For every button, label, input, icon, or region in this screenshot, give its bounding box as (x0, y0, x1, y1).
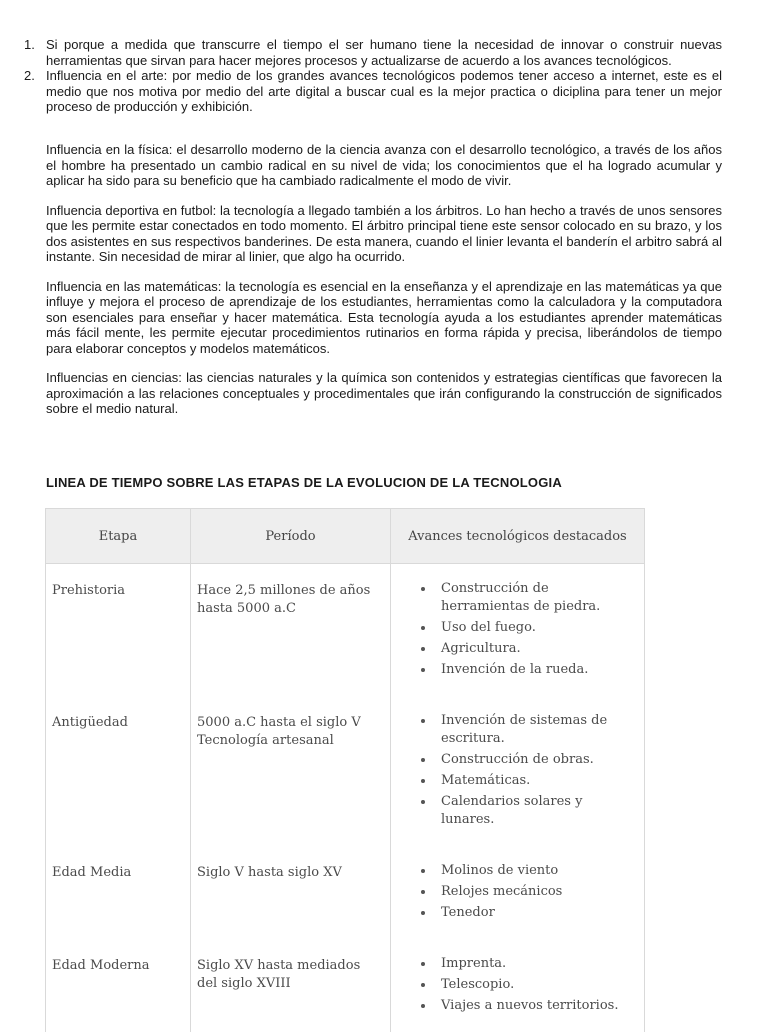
list-number: 2. (24, 68, 35, 83)
advance-item: Calendarios solares y lunares. (441, 793, 638, 829)
cell-advances (391, 846, 645, 939)
advances-list (397, 712, 638, 829)
cell-period: 5000 a.C hasta el siglo V Tecnología artesanal (191, 696, 391, 846)
advances-list (397, 862, 638, 922)
advances-list (397, 580, 638, 679)
cell-stage: Edad Moderna (46, 939, 191, 1032)
advance-item: Invención de sistemas de escritura. (441, 712, 638, 748)
cell-stage: Antigüedad (46, 696, 191, 846)
column-header-advances: Avances tecnológicos destacados (391, 509, 645, 564)
cell-advances (391, 696, 645, 846)
cell-stage: Prehistoria (46, 564, 191, 697)
advance-item: Uso del fuego. (441, 619, 638, 637)
advance-item: Invención de la rueda. (441, 661, 638, 679)
table-row (46, 696, 645, 846)
list-number: 1. (24, 37, 35, 52)
advance-item: Construcción de herramientas de piedra. (441, 580, 638, 616)
table-row (46, 939, 645, 1032)
influence-paragraphs (46, 142, 722, 431)
paragraph-physics: Influencia en la física: el desarrollo moderno de la ciencia avanza con el desarrollo tecnológico, a través de los años el hombre ha presentado un cambio radical en su nivel de vida; los conocimientos que el ha logrado acumular y aplicar ha sido para su beneficio que ha cambiado radicalmente el modo de vivir. (46, 142, 722, 188)
advance-item: Molinos de viento (441, 862, 638, 880)
timeline-heading: LINEA DE TIEMPO SOBRE LAS ETAPAS DE LA EVOLUCION DE LA TECNOLOGIA (46, 475, 562, 490)
numbered-list (18, 37, 722, 115)
column-header-period: Período (191, 509, 391, 564)
advance-item: Tenedor (441, 904, 638, 922)
advance-item: Construcción de obras. (441, 751, 638, 769)
advance-item: Matemáticas. (441, 772, 638, 790)
timeline-table (45, 508, 645, 1032)
cell-period: Siglo V hasta siglo XV (191, 846, 391, 939)
advance-item: Viajes a nuevos territorios. (441, 997, 638, 1015)
paragraph-math: Influencia en las matemáticas: la tecnología es esencial en la enseñanza y el aprendizaje en las matemáticas ya que influye y mejora el proceso de aprendizaje de los estudiantes, herramientas como la calculadora y la computadora son esenciales para enseñar y hacer matemática. Esta tecnología ayuda a los estudiantes aprender matemáticas más fácil mente, les permite ejecutar procedimientos rutinarios en forma rápida y precisa, liberándolos de tiempo para elaborar conceptos y modelos matemáticos. (46, 278, 722, 356)
cell-period: Siglo XV hasta mediados del siglo XVIII (191, 939, 391, 1032)
list-item (18, 37, 722, 68)
paragraph-science: Influencias en ciencias: las ciencias naturales y la química son contenidos y estrategias científicas que favorecen la aproximación a las relaciones conceptuales y procedimentales que irán configurando la construcción de significados sobre el medio natural. (46, 370, 722, 416)
advances-list (397, 955, 638, 1015)
advance-item: Imprenta. (441, 955, 638, 973)
cell-stage: Edad Media (46, 846, 191, 939)
paragraph-football: Influencia deportiva en futbol: la tecnología a llegado también a los árbitros. Lo han hecho a través de unos sensores que les permite estar conectados en todo momento. El árbitro principal tiene este sensor colocado en su brazo, y los dos asistentes en sus respectivos banderines. De esta manera, cuando el linier levanta el banderín el arbitro sabrá al instante. Sin necesidad de mirar al linier, que algo ha ocurrido. (46, 202, 722, 264)
table-row (46, 846, 645, 939)
cell-advances (391, 939, 645, 1032)
advance-item: Agricultura. (441, 640, 638, 658)
cell-advances (391, 564, 645, 697)
column-header-stage: Etapa (46, 509, 191, 564)
cell-period: Hace 2,5 millones de años hasta 5000 a.C (191, 564, 391, 697)
table-header-row (46, 509, 645, 564)
advance-item: Telescopio. (441, 976, 638, 994)
table-row (46, 564, 645, 697)
list-item-text: Si porque a medida que transcurre el tiempo el ser humano tiene la necesidad de innovar o construir nuevas herramientas que sirvan para hacer mejores procesos y actualizarse de acuerdo a los avances tecnológicos. (46, 37, 722, 68)
advance-item: Relojes mecánicos (441, 883, 638, 901)
list-item (18, 68, 722, 115)
list-item-text: Influencia en el arte: por medio de los grandes avances tecnológicos podemos tener acceso a internet, este es el medio que nos motiva por medio del arte digital a buscar cual es la mejor practica o diciplina para tener un mejor proceso de producción y exhibición. (46, 68, 722, 114)
